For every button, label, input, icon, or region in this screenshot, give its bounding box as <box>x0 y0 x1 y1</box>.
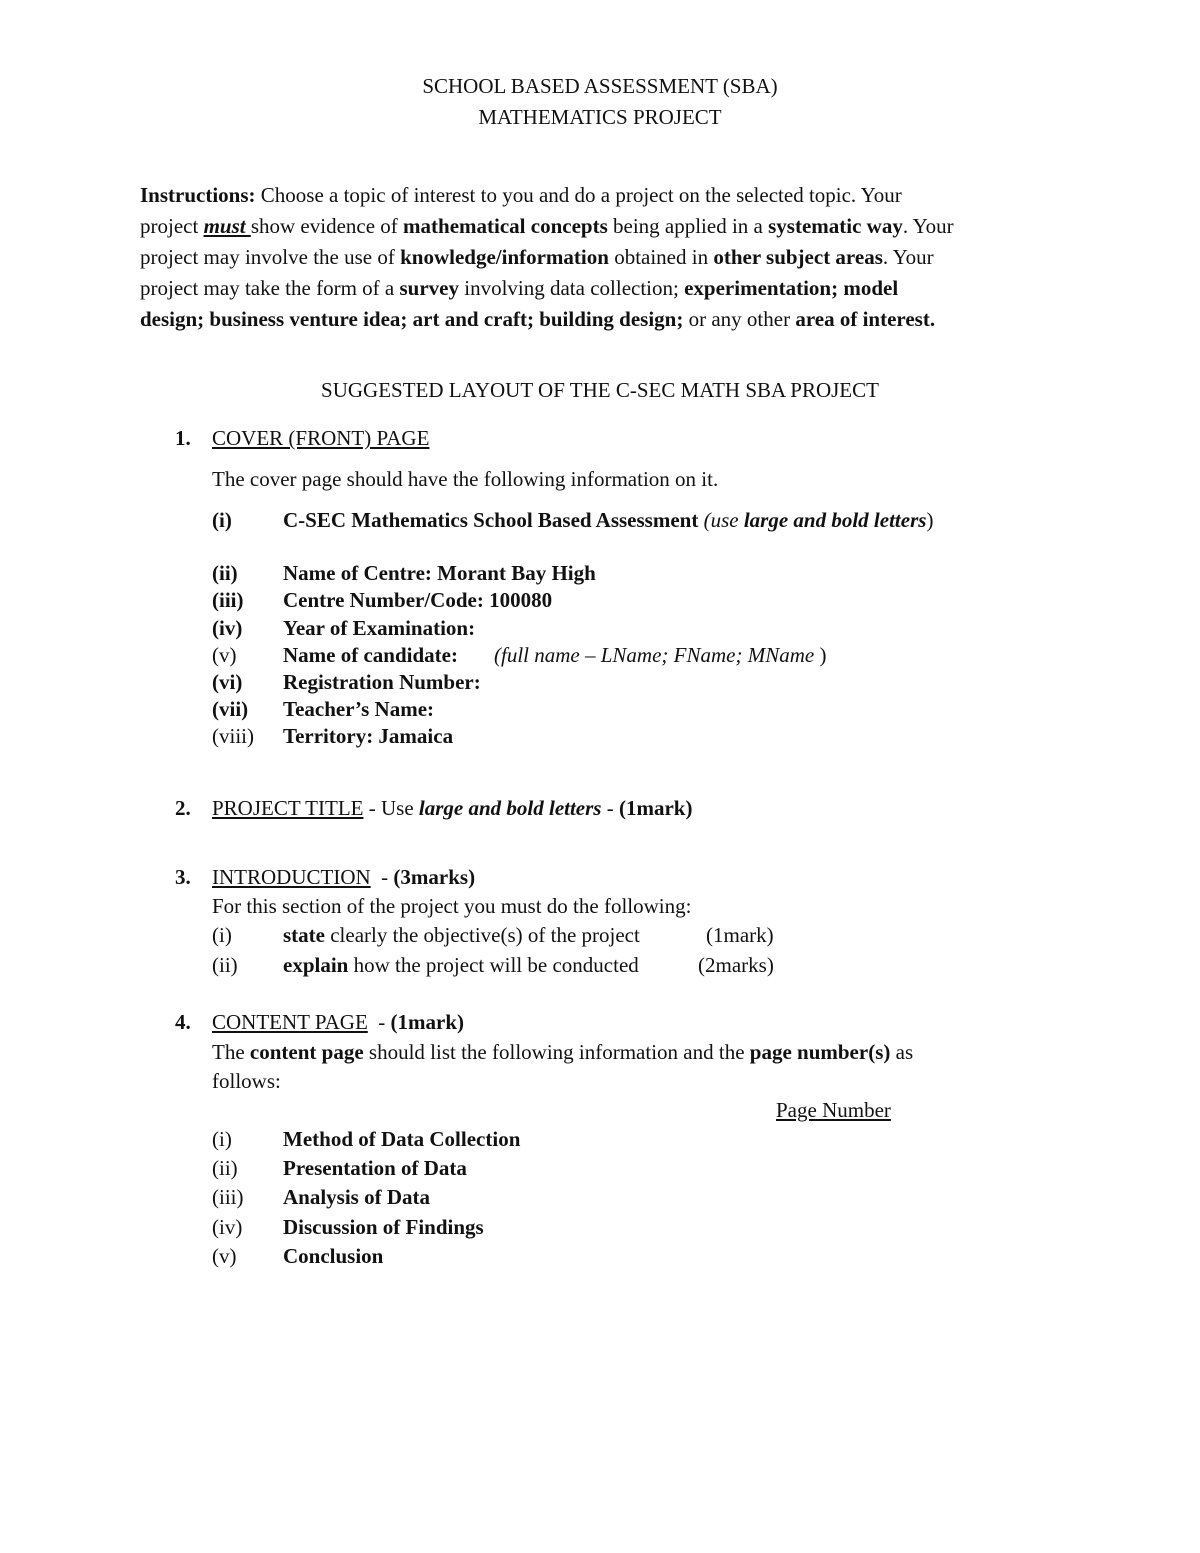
cover-item-text: C-SEC Mathematics School Based Assessment <box>283 508 699 532</box>
section-4-bold: content page <box>249 1040 364 1064</box>
cover-item-roman: (iv) <box>212 616 243 640</box>
section-1-intro: The cover page should have the following information on it. <box>212 467 719 491</box>
instructions-bold: survey <box>399 276 459 300</box>
must-emphasis: must <box>203 214 251 238</box>
candidate-name-note-end: ) <box>814 643 827 667</box>
section-4-title: CONTENT PAGE <box>212 1010 368 1034</box>
section-4-dash: - <box>367 1010 391 1034</box>
section-2-line <box>212 796 692 821</box>
cover-item-text: Teacher’s Name: <box>283 697 435 721</box>
instructions-text: project may involve the use of <box>140 245 401 269</box>
section-3-marks: (3marks) <box>393 865 476 889</box>
instructions-bold: mathematical concepts <box>403 214 608 238</box>
section-3-dash: - <box>370 865 394 889</box>
cover-item-text: Name of Centre: Morant Bay High <box>283 561 596 585</box>
intro-item-roman: (i) <box>212 923 232 947</box>
instructions-bold: experimentation; model <box>684 276 899 300</box>
cover-item-roman: (v) <box>212 643 237 667</box>
section-2-text: - <box>601 796 619 820</box>
section-4-intro <box>212 1040 913 1065</box>
cover-item-text: Registration Number: <box>283 670 481 694</box>
intro-item-marks: (2marks) <box>698 953 774 977</box>
section-2-marks: (1mark) <box>618 796 693 820</box>
cover-item-roman: (iii) <box>212 588 244 612</box>
intro-item-marks: (1mark) <box>706 923 774 947</box>
section-1-number: 1. <box>175 426 191 450</box>
cover-item <box>283 508 933 533</box>
section-4-marks: (1mark) <box>390 1010 465 1034</box>
section-4-bold: page number(s) <box>749 1040 891 1064</box>
section-2-title: PROJECT TITLE <box>212 796 364 820</box>
instructions-text: being applied in a <box>607 214 769 238</box>
instructions-text: Choose a topic of interest to you and do a project on the selected topic. Your <box>255 183 902 207</box>
section-2-text: - Use <box>363 796 419 820</box>
content-item-text: Method of Data Collection <box>283 1127 521 1151</box>
candidate-name-note-text: (full name – LName; FName; MName <box>494 643 815 667</box>
cover-item-roman: (vii) <box>212 697 249 721</box>
instructions-text: obtained in <box>608 245 714 269</box>
instructions-bold: systematic way <box>768 214 903 238</box>
content-item-text: Discussion of Findings <box>283 1215 484 1239</box>
page-number-label: Page Number <box>776 1098 891 1122</box>
cover-item-note: ) <box>926 508 934 532</box>
section-3-number: 3. <box>175 865 191 889</box>
document-title: SCHOOL BASED ASSESSMENT (SBA) <box>422 74 778 98</box>
cover-item-roman: (i) <box>212 508 232 532</box>
instructions-text: involving data collection; <box>458 276 685 300</box>
instructions-text: show evidence of <box>250 214 404 238</box>
content-item-roman: (iii) <box>212 1185 244 1209</box>
section-4-line <box>212 1010 464 1035</box>
document-subtitle: MATHEMATICS PROJECT <box>478 105 722 129</box>
instructions-line-1 <box>140 180 1070 211</box>
section-2-bold: large and bold letters <box>418 796 602 820</box>
instructions-line-5 <box>140 304 1070 335</box>
intro-item-verb: state <box>283 923 325 947</box>
section-3-line <box>212 865 475 890</box>
intro-item <box>283 923 640 948</box>
layout-heading: SUGGESTED LAYOUT OF THE C-SEC MATH SBA PROJECT <box>321 378 879 402</box>
instructions-line-3 <box>140 242 1070 273</box>
cover-item-roman: (viii) <box>212 724 254 748</box>
cover-item-text: Territory: Jamaica <box>283 724 454 748</box>
section-2-number: 2. <box>175 796 191 820</box>
intro-item-text: clearly the objective(s) of the project <box>324 923 640 947</box>
intro-item <box>283 953 639 978</box>
instructions-text: project may take the form of a <box>140 276 400 300</box>
content-item-text: Conclusion <box>283 1244 384 1268</box>
instructions-text: . Your <box>902 214 954 238</box>
instructions-bold: other subject areas <box>713 245 883 269</box>
instructions-bold: design; business venture idea; art and craft; building design; <box>140 307 684 331</box>
content-item-roman: (v) <box>212 1244 237 1268</box>
cover-item-roman: (ii) <box>212 561 238 585</box>
section-3-intro: For this section of the project you must do the following: <box>212 894 692 918</box>
section-1-title: COVER (FRONT) PAGE <box>212 426 430 450</box>
section-4-text: as <box>890 1040 914 1064</box>
instructions-line-2 <box>140 211 1070 242</box>
instructions-text: . Your <box>882 245 934 269</box>
instructions-label: Instructions: <box>140 183 256 207</box>
section-3-title: INTRODUCTION <box>212 865 371 889</box>
instructions-bold: area of interest. <box>795 307 936 331</box>
instructions-paragraph <box>140 180 1070 335</box>
cover-item-text: Centre Number/Code: 100080 <box>283 588 553 612</box>
content-item-roman: (iv) <box>212 1215 243 1239</box>
section-4-intro-cont: follows: <box>212 1069 281 1093</box>
content-item-text: Presentation of Data <box>283 1156 467 1180</box>
intro-item-verb: explain <box>283 953 349 977</box>
cover-item-text: Year of Examination: <box>283 616 476 640</box>
cover-item-note-bold: large and bold letters <box>743 508 927 532</box>
content-item-text: Analysis of Data <box>283 1185 431 1209</box>
candidate-name-note <box>494 643 826 668</box>
section-4-text: should list the following information and the <box>363 1040 750 1064</box>
instructions-text: project <box>140 214 204 238</box>
cover-item-text: Name of candidate: <box>283 643 458 667</box>
content-item-roman: (i) <box>212 1127 232 1151</box>
instructions-text: or any other <box>683 307 796 331</box>
intro-item-text: how the project will be conducted <box>348 953 639 977</box>
cover-item-roman: (vi) <box>212 670 243 694</box>
section-4-text: The <box>212 1040 250 1064</box>
intro-item-roman: (ii) <box>212 953 238 977</box>
cover-item-note: (use <box>698 508 744 532</box>
instructions-bold: knowledge/information <box>400 245 609 269</box>
content-item-roman: (ii) <box>212 1156 238 1180</box>
section-4-number: 4. <box>175 1010 191 1034</box>
instructions-line-4 <box>140 273 1070 304</box>
